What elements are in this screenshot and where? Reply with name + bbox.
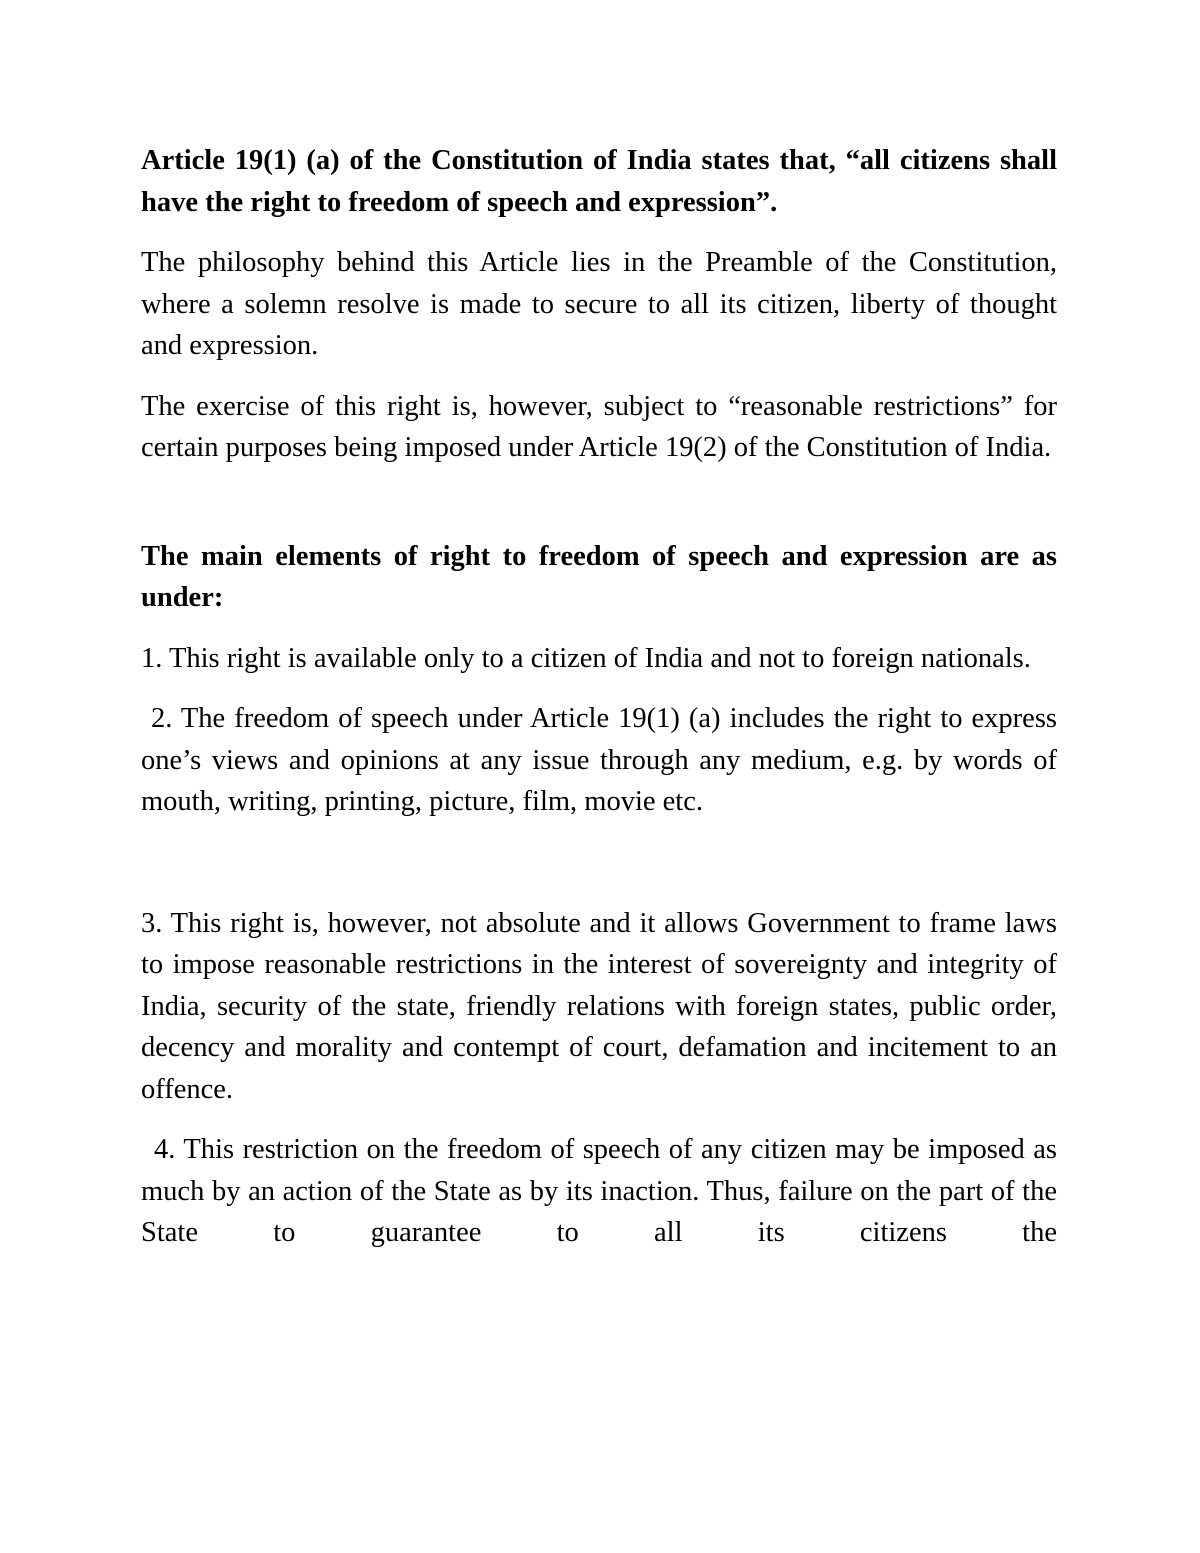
list-item-4: 4. This restriction on the freedom of speech of any citizen may be imposed as much by an action of the State as by its inaction. Thus, failure on the part of the State to guarantee to all its citizens the bbox=[141, 1134, 1057, 1248]
list-item-2: 2. The freedom of speech under Article 19(1) (a) includes the right to express one’s views and opinions at any issue through any medium, e.g. by words of mouth, writing, printing, picture, film, movie etc. bbox=[141, 703, 1057, 817]
elements-heading: The main elements of right to freedom of speech and expression are as under: bbox=[141, 540, 1057, 613]
list-item-1: 1. This right is available only to a citizen of India and not to foreign nationals. bbox=[141, 642, 1031, 674]
document-page bbox=[141, 140, 1057, 1273]
intro-paragraph: Article 19(1) (a) of the Constitution of India states that, “all citizens shall have the right to freedom of speech and expression”. bbox=[141, 145, 1057, 218]
philosophy-paragraph: The philosophy behind this Article lies in the Preamble of the Constitution, where a solemn resolve is made to secure to all its citizen, liberty of thought and expression. bbox=[141, 247, 1057, 361]
list-item-3: 3. This right is, however, not absolute and it allows Government to frame laws to impose reasonable restrictions in the interest of sovereignty and integrity of India, security of the state, friendly relations with foreign states, public order, decency and morality and contempt of court, defamation and incitement to an offence. bbox=[141, 907, 1057, 1105]
restrictions-paragraph: The exercise of this right is, however, subject to “reasonable restrictions” for certain purposes being imposed under Article 19(2) of the Constitution of India. bbox=[141, 390, 1057, 463]
